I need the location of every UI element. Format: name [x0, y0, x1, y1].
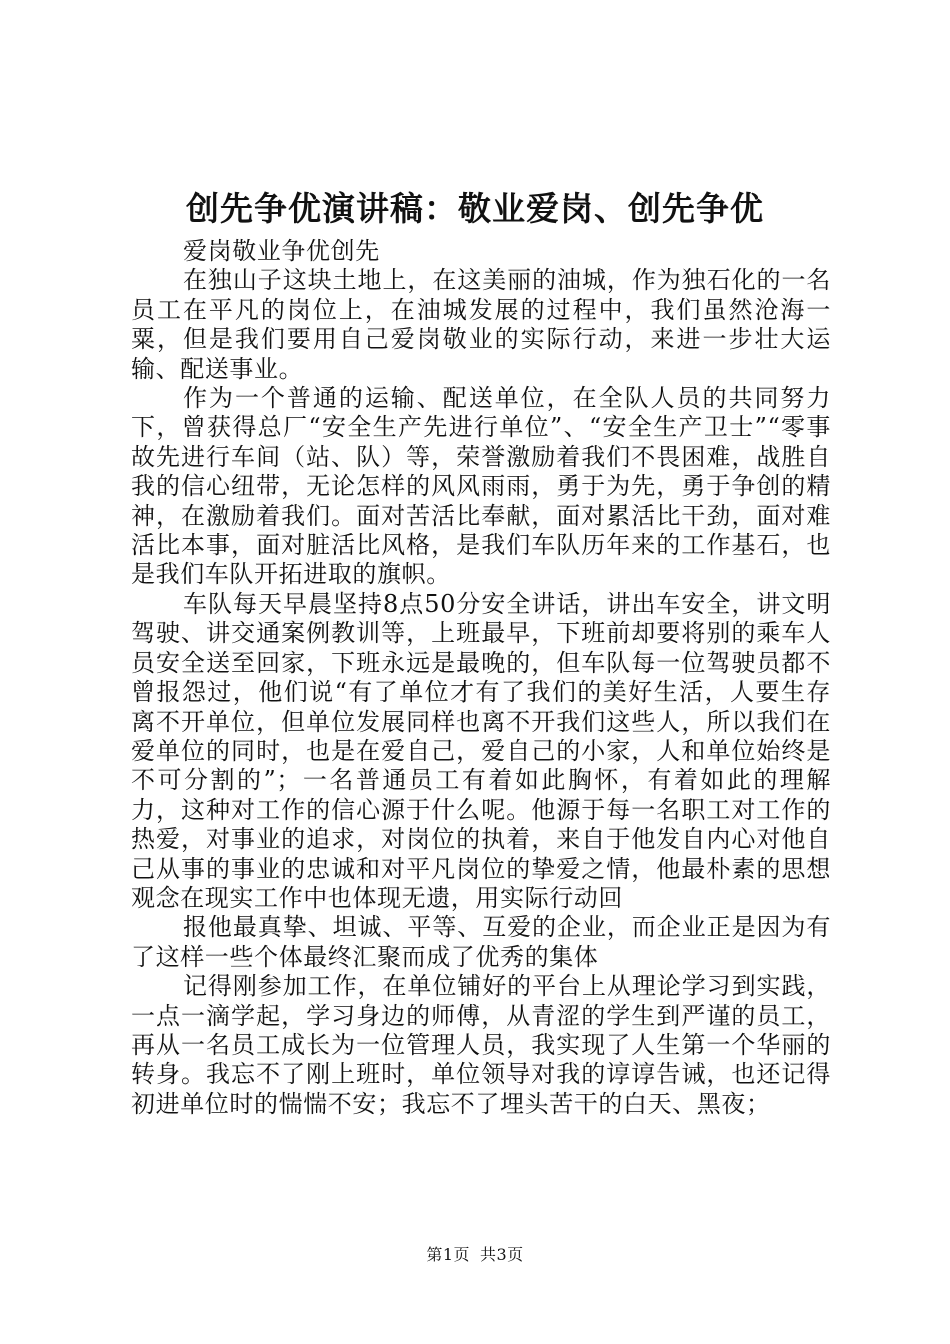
- paragraph-honors: 作为一个普通的运输、配送单位，在全队人员的共同努力下，曾获得总厂“安全生产先进行单位”、“安全生产卫士”“零事故先进行车间（站、队）等，荣誉激励着我们不畏困难，战胜自我的信心纽带，无论怎样的风风雨雨，勇于为先，勇于争创的精神，在激励着我们。面对苦活比奉献，面对累活比干劲，面对难活比本事，面对脏活比风格，是我们车队历年来的工作基石，也是我们车队开拓进取的旗帜。: [131, 384, 831, 589]
- document-body: [131, 237, 831, 1119]
- page-total: 共3页: [480, 1245, 524, 1264]
- paragraph-repay: 报他最真挚、坦诚、平等、互爱的企业，而企业正是因为有了这样一些个体最终汇聚而成了优秀的集体: [131, 913, 831, 971]
- page-number: 第1页: [426, 1245, 470, 1264]
- paragraph-intro: 在独山子这块土地上，在这美丽的油城，作为独石化的一名员工在平凡的岗位上，在油城发展的过程中，我们虽然沧海一粟，但是我们要用自己爱岗敬业的实际行动，来进一步壮大运输、配送事业。: [131, 266, 831, 383]
- page-footer: [0, 1244, 950, 1266]
- paragraph-memories: 记得刚参加工作，在单位铺好的平台上从理论学习到实践，一点一滴学起，学习身边的师傅，从青涩的学生到严谨的员工，再从一名员工成长为一位管理人员，我实现了人生第一个华丽的转身。我忘不了刚上班时，单位领导对我的谆谆告诫，也还记得初进单位时的惴惴不安；我忘不了埋头苦干的白天、黑夜；: [131, 972, 831, 1118]
- paragraph-subtitle: 爱岗敬业争优创先: [183, 237, 380, 265]
- paragraph-daily-routine: 车队每天早晨坚持8点50分安全讲话，讲出车安全，讲文明驾驶、讲交通案例教训等，上班最早，下班前却要将别的乘车人员安全送至回家，下班永远是最晚的，但车队每一位驾驶员都不曾报怨过，他们说“有了单位才有了我们的美好生活，人要生存离不开单位，但单位发展同样也离不开我们这些人，所以我们在爱单位的同时，也是在爱自己，爱自己的小家，人和单位始终是不可分割的”；一名普通员工有着如此胸怀，有着如此的理解力，这种对工作的信心源于什么呢。他源于每一名职工对工作的热爱，对事业的追求，对岗位的执着，来自于他发自内心对他自己从事的事业的忠诚和对平凡岗位的挚爱之情，他最朴素的思想观念在现实工作中也体现无遗，用实际行动回: [131, 589, 831, 912]
- document-title: 创先争优演讲稿：敬业爱岗、创先争优: [186, 189, 764, 228]
